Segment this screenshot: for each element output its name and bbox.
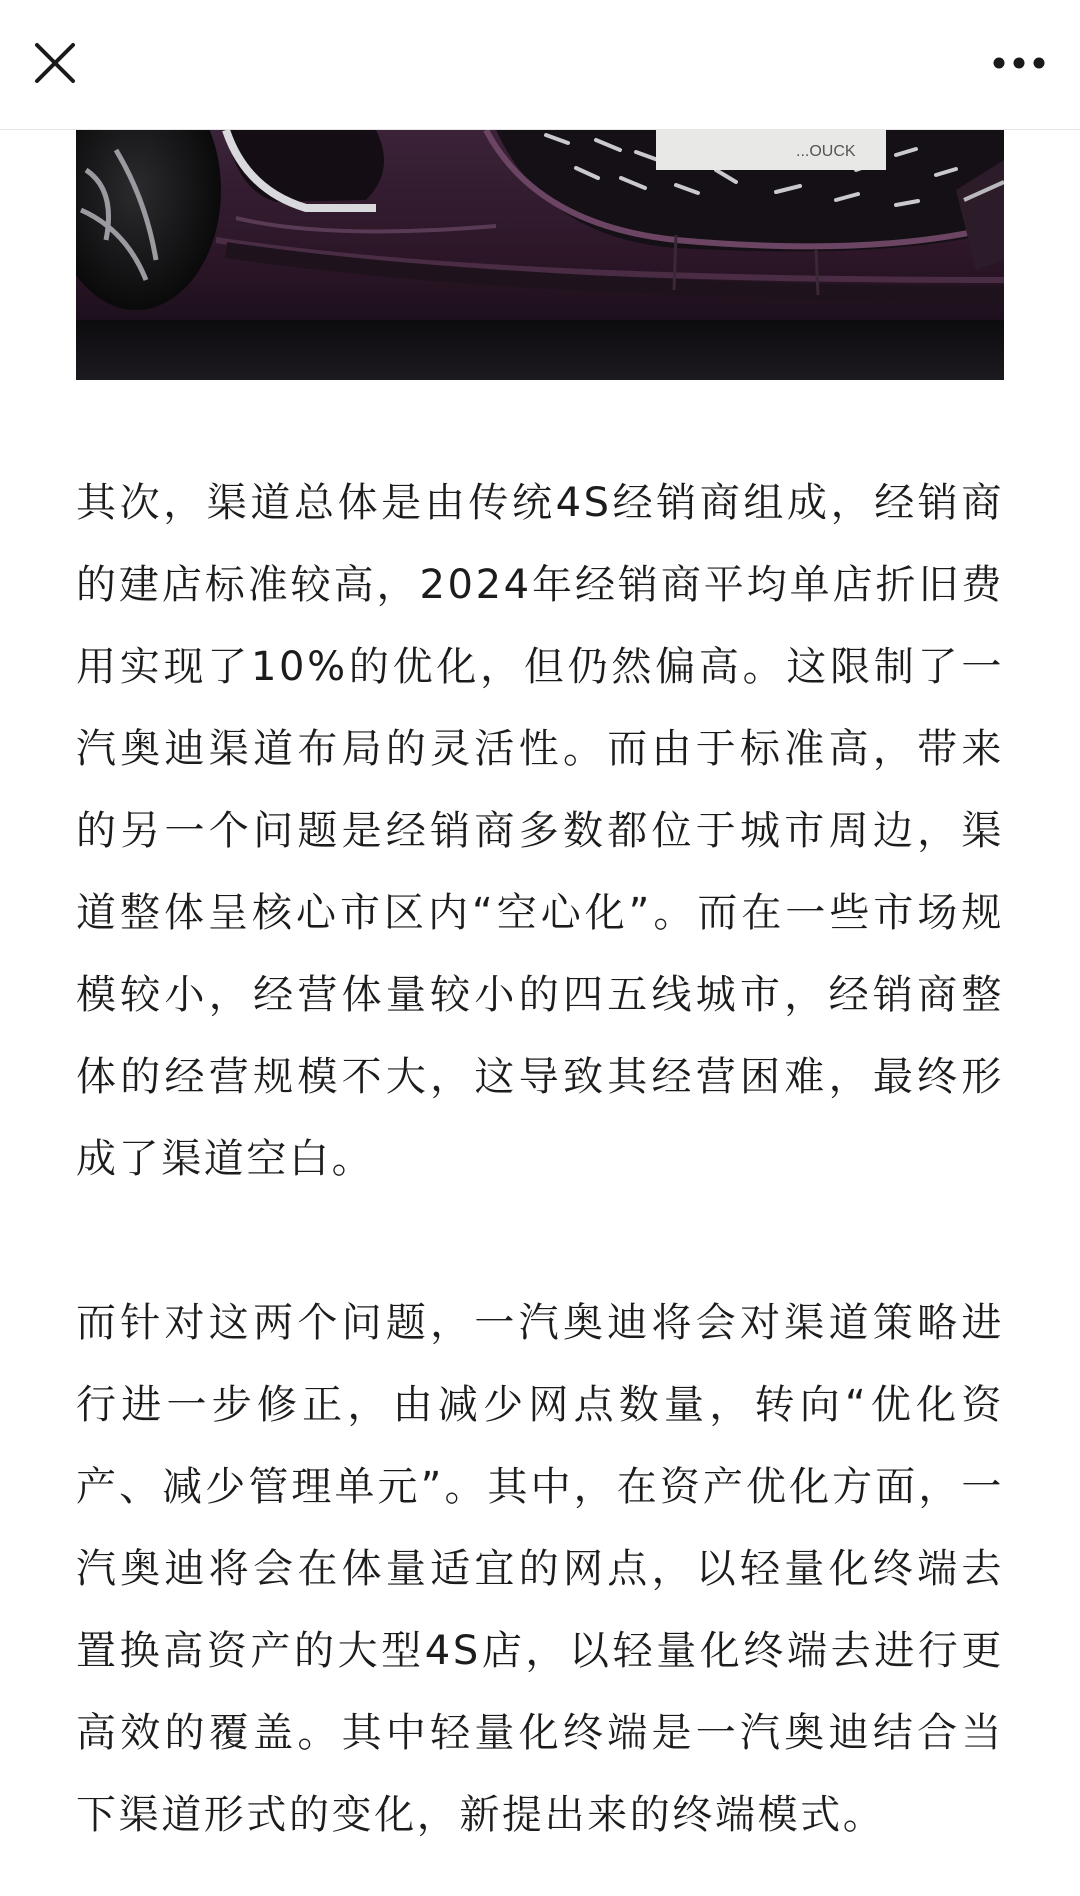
close-button[interactable] xyxy=(26,34,84,92)
car-front-illustration xyxy=(76,130,1004,380)
close-icon xyxy=(33,41,77,85)
article-paragraph-1: 其次，渠道总体是由传统4S经销商组成，经销商的建店标准较高，2024年经销商平均单店折旧费用实现了10%的优化，但仍然偏高。这限制了一汽奥迪渠道布局的灵活性。而由于标准高，带来的另一个问题是经销商多数都位于城市周边，渠道整体呈核心市区内“空心化”。而在一些市场规模较小，经营体量较小的四五线城市，经销商整体的经营规模不大，这导致其经营困难，最终形成了渠道空白。 xyxy=(76,480,1004,1182)
article-body xyxy=(76,462,1004,1856)
top-navigation-bar xyxy=(0,0,1080,130)
more-horizontal-icon xyxy=(992,56,1046,70)
more-options-button[interactable] xyxy=(984,34,1054,92)
article-paragraph-2: 而针对这两个问题，一汽奥迪将会对渠道策略进行进一步修正，由减少网点数量，转向“优化资产、减少管理单元”。其中，在资产优化方面，一汽奥迪将会在体量适宜的网点，以轻量化终端去置换高资产的大型4S店，以轻量化终端去进行更高效的覆盖。其中轻量化终端是一汽奥迪结合当下渠道形式的变化，新提出来的终端模式。 xyxy=(76,1300,1004,1838)
plate-text: ...OUCK xyxy=(796,143,856,160)
car-front-photo[interactable] xyxy=(76,130,1004,380)
